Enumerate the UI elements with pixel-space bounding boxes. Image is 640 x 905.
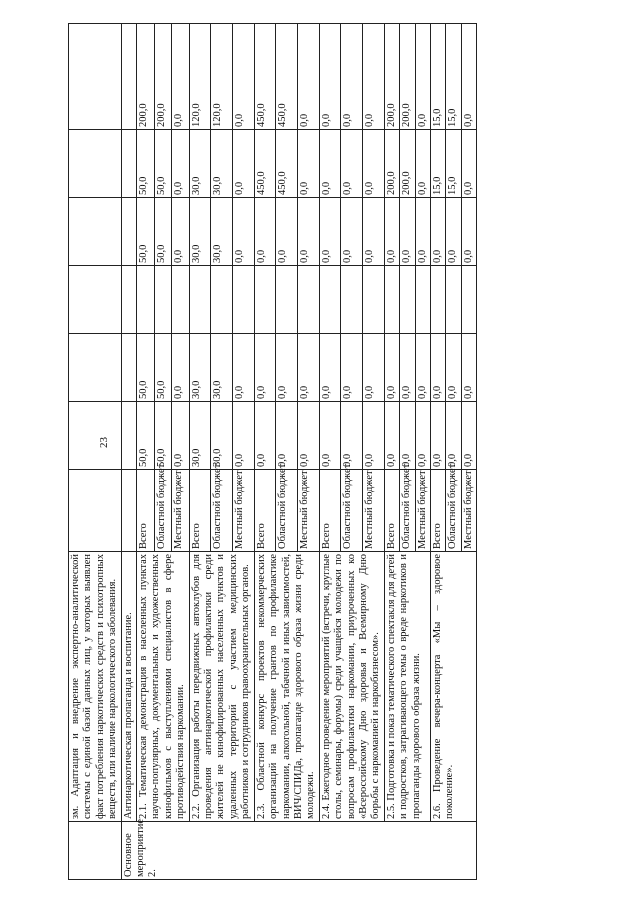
amount-cell: 0,0: [172, 198, 190, 266]
amount-cell: 0,0: [319, 402, 341, 470]
amount-cell: [154, 266, 172, 334]
amount-cell: 0,0: [461, 130, 476, 198]
amount-cell: 15,0: [446, 130, 461, 198]
amount-cell: 0,0: [363, 198, 385, 266]
table-row: [254, 24, 276, 880]
amount-cell: 30,0: [211, 198, 233, 266]
amount-cell: 0,0: [430, 334, 445, 402]
amount-cell: 0,0: [341, 402, 363, 470]
budget-source-cell: Всего: [137, 470, 155, 552]
table-row: [69, 24, 122, 880]
amount-cell: [461, 266, 476, 334]
budget-source-cell: Местный бюджет: [363, 470, 385, 552]
amount-cell: 0,0: [233, 24, 255, 130]
amount-cell: 0,0: [415, 198, 430, 266]
amount-cell: 0,0: [446, 402, 461, 470]
amount-cell: 15,0: [430, 24, 445, 130]
amount-cell: [415, 266, 430, 334]
budget-source-cell: Местный бюджет: [172, 470, 190, 552]
budget-source-cell: Местный бюджет: [415, 470, 430, 552]
amount-cell: 30,0: [189, 198, 211, 266]
amount-cell: 200,0: [384, 24, 399, 130]
amount-cell: 50,0: [137, 198, 155, 266]
amount-cell: [363, 266, 385, 334]
amount-cell: 0,0: [341, 334, 363, 402]
amount-cell: 0,0: [363, 130, 385, 198]
activity-text-cell: 2.6. Проведение вечера-концерта «Мы – здоровое поколение».: [430, 552, 476, 822]
table-row: [319, 24, 341, 880]
amount-cell: [276, 266, 298, 334]
amount-cell: 0,0: [319, 24, 341, 130]
activity-text-cell: 2.4. Ежегодное проведение мероприятий (встречи, круглые столы, семинары, форумы) среди учащейся молодежи по вопросам профилактики наркомании, приуроченных ко «Всероссийскому Дню здоровья и Всемирному Дню борьбы с наркоманией и наркобизнесом».: [319, 552, 384, 822]
empty-cell: [121, 130, 136, 198]
budget-source-cell: Областной бюджет: [211, 470, 233, 552]
empty-cell: [69, 402, 122, 470]
page-number: 23: [98, 437, 110, 448]
budget-source-cell: Местный бюджет: [298, 470, 320, 552]
budget-source-cell: Всего: [319, 470, 341, 552]
amount-cell: 0,0: [298, 198, 320, 266]
amount-cell: 200,0: [400, 24, 415, 130]
amount-cell: 0,0: [233, 334, 255, 402]
activity-text-cell: 2.3. Областной конкурс проектов некоммерческих организаций на получение грантов по профилактике наркомании, алкогольной, табачной и иных зависимостей, ВИЧ/СПИДа, пропаганде здорового образа жизни среди молодежи.: [254, 552, 319, 822]
amount-cell: [446, 266, 461, 334]
amount-cell: 30,0: [211, 130, 233, 198]
amount-cell: 0,0: [319, 130, 341, 198]
amount-cell: 120,0: [211, 24, 233, 130]
amount-cell: 50,0: [154, 334, 172, 402]
amount-cell: [172, 266, 190, 334]
amount-cell: 0,0: [415, 402, 430, 470]
amount-cell: 450,0: [254, 130, 276, 198]
activity-text-cell: 2.5. Подготовка и показ тематического спектакля для детей и подростков, затрагивающего темы о вреде наркотиков и пропаганды здорового образа жизни.: [384, 552, 430, 822]
empty-cell: [121, 334, 136, 402]
amount-cell: 0,0: [415, 130, 430, 198]
amount-cell: 0,0: [461, 402, 476, 470]
amount-cell: 0,0: [363, 402, 385, 470]
amount-cell: [319, 266, 341, 334]
row-label-cell: [69, 822, 122, 880]
amount-cell: [254, 266, 276, 334]
budget-source-cell: Всего: [430, 470, 445, 552]
amount-cell: 0,0: [363, 334, 385, 402]
amount-cell: 30,0: [211, 402, 233, 470]
amount-cell: 200,0: [384, 130, 399, 198]
amount-cell: 0,0: [384, 402, 399, 470]
amount-cell: 0,0: [461, 198, 476, 266]
amount-cell: 450,0: [276, 130, 298, 198]
amount-cell: 50,0: [137, 334, 155, 402]
amount-cell: 30,0: [189, 402, 211, 470]
budget-source-cell: Всего: [254, 470, 276, 552]
budget-source-cell: Областной бюджет: [341, 470, 363, 552]
amount-cell: 200,0: [137, 24, 155, 130]
amount-cell: 0,0: [233, 402, 255, 470]
amount-cell: 0,0: [446, 334, 461, 402]
amount-cell: 0,0: [276, 334, 298, 402]
amount-cell: 0,0: [400, 198, 415, 266]
table-body: [69, 24, 477, 880]
budget-source-cell: Местный бюджет: [461, 470, 476, 552]
table-row: [384, 24, 399, 880]
amount-cell: 50,0: [154, 402, 172, 470]
activity-text-cell: зм. Адаптация и внедрение экспертно-аналитической системы с единой базой данных лиц, у которых выявлен факт потребления наркотических средств и психотропных веществ, или наличие наркологического заболевания.: [69, 552, 122, 822]
amount-cell: 0,0: [276, 402, 298, 470]
amount-cell: 0,0: [298, 402, 320, 470]
amount-cell: [384, 266, 399, 334]
amount-cell: [137, 266, 155, 334]
table-row: [189, 24, 211, 880]
amount-cell: 0,0: [363, 24, 385, 130]
activity-text-cell: 2.1. Тематическая демонстрация в населенных пунктах научно-популярных, документальных и художественных кинофильмов с выступлениями специалистов в сфере противодействия наркомании.: [137, 552, 190, 822]
amount-cell: 50,0: [154, 198, 172, 266]
amount-cell: 0,0: [430, 402, 445, 470]
budget-source-cell: Областной бюджет: [400, 470, 415, 552]
amount-cell: [189, 266, 211, 334]
amount-cell: 50,0: [154, 130, 172, 198]
empty-cell: [121, 266, 136, 334]
table-row: [137, 24, 155, 880]
amount-cell: 120,0: [189, 24, 211, 130]
budget-source-cell: Местный бюджет: [233, 470, 255, 552]
amount-cell: 30,0: [189, 130, 211, 198]
amount-cell: 0,0: [415, 24, 430, 130]
amount-cell: 0,0: [298, 130, 320, 198]
amount-cell: 450,0: [254, 24, 276, 130]
amount-cell: 0,0: [446, 198, 461, 266]
budget-source-cell: Областной бюджет: [154, 470, 172, 552]
amount-cell: 200,0: [154, 24, 172, 130]
amount-cell: 15,0: [446, 24, 461, 130]
amount-cell: [430, 266, 445, 334]
amount-cell: 0,0: [172, 402, 190, 470]
amount-cell: 0,0: [172, 24, 190, 130]
empty-cell: [121, 470, 136, 552]
amount-cell: 0,0: [384, 198, 399, 266]
amount-cell: [341, 266, 363, 334]
amount-cell: 0,0: [430, 198, 445, 266]
amount-cell: 0,0: [172, 334, 190, 402]
amount-cell: 0,0: [461, 334, 476, 402]
amount-cell: [400, 266, 415, 334]
amount-cell: 0,0: [172, 130, 190, 198]
amount-cell: 0,0: [341, 130, 363, 198]
amount-cell: [298, 266, 320, 334]
amount-cell: 0,0: [254, 402, 276, 470]
empty-cell: [69, 198, 122, 266]
amount-cell: 30,0: [211, 334, 233, 402]
amount-cell: 0,0: [319, 198, 341, 266]
program-table: [68, 23, 477, 880]
empty-cell: [69, 266, 122, 334]
amount-cell: 0,0: [400, 402, 415, 470]
amount-cell: [233, 266, 255, 334]
empty-cell: [69, 334, 122, 402]
empty-cell: [69, 470, 122, 552]
amount-cell: 30,0: [189, 334, 211, 402]
amount-cell: 0,0: [276, 198, 298, 266]
amount-cell: 0,0: [415, 334, 430, 402]
empty-cell: [121, 402, 136, 470]
budget-source-cell: Областной бюджет: [446, 470, 461, 552]
amount-cell: 50,0: [137, 130, 155, 198]
amount-cell: 0,0: [254, 198, 276, 266]
amount-cell: 0,0: [461, 24, 476, 130]
amount-cell: 0,0: [254, 334, 276, 402]
amount-cell: 0,0: [384, 334, 399, 402]
amount-cell: [211, 266, 233, 334]
budget-source-cell: Областной бюджет: [276, 470, 298, 552]
amount-cell: 450,0: [276, 24, 298, 130]
empty-cell: [69, 24, 122, 130]
amount-cell: 0,0: [233, 198, 255, 266]
amount-cell: 15,0: [430, 130, 445, 198]
activity-text-cell: 2.2. Организация работы передвижных автоклубов для проведения антинаркотической профилактики среди жителей не кинофицированных населенных пунктов и удаленных территорий с участием медицинских работников и сотрудников правоохранительных органов.: [189, 552, 254, 822]
amount-cell: 200,0: [400, 130, 415, 198]
amount-cell: 0,0: [319, 334, 341, 402]
amount-cell: 50,0: [137, 402, 155, 470]
amount-cell: 0,0: [400, 334, 415, 402]
budget-source-cell: Всего: [189, 470, 211, 552]
amount-cell: 0,0: [341, 198, 363, 266]
empty-cell: [121, 24, 136, 130]
amount-cell: 0,0: [298, 24, 320, 130]
rotated-table-wrapper: [68, 24, 610, 880]
empty-cell: [69, 130, 122, 198]
table-row: [430, 24, 445, 880]
amount-cell: 0,0: [298, 334, 320, 402]
budget-source-cell: Всего: [384, 470, 399, 552]
empty-cell: [121, 198, 136, 266]
measure-row: [121, 24, 136, 880]
measure-title: Антинаркотическая пропаганда и воспитание.: [121, 552, 136, 822]
amount-cell: 0,0: [341, 24, 363, 130]
amount-cell: 0,0: [233, 130, 255, 198]
measure-label: Основное мероприятие 2.: [121, 822, 477, 880]
